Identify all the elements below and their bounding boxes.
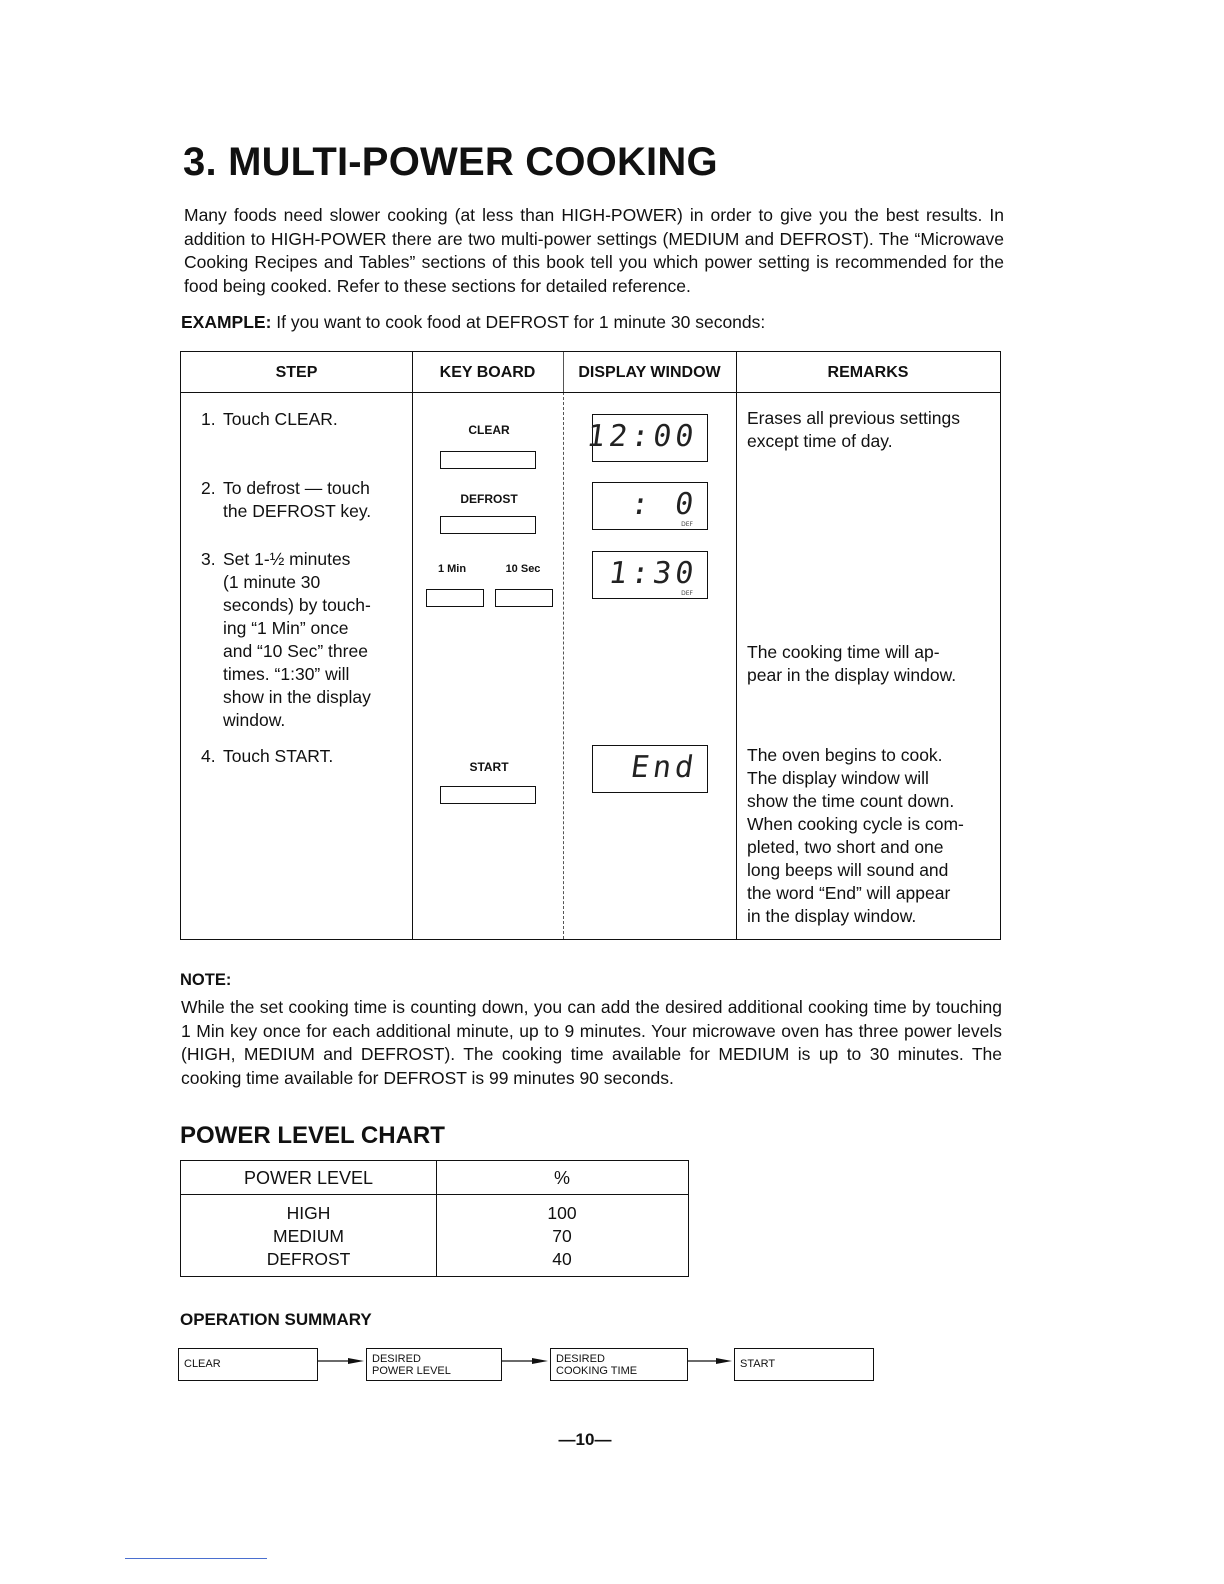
header-step: STEP bbox=[275, 364, 318, 381]
step-line: and “10 Sec” three bbox=[223, 641, 368, 661]
step-number: 3. bbox=[201, 549, 216, 569]
note-title: NOTE: bbox=[180, 971, 232, 989]
step-line: ing “1 Min” once bbox=[223, 618, 349, 638]
step-number: 2. bbox=[201, 478, 216, 498]
display-digits: : 0 bbox=[628, 487, 700, 522]
step-line: seconds) by touch- bbox=[223, 595, 371, 615]
note-body: While the set cooking time is counting down, you can add the desired additional cooking time by touching 1 Min key once for each additional minute, up to 9 minutes. Your microwave oven has three power levels (HIGH, MEDIUM and DEFROST). The cooking time available for MEDIUM is up to 30 minutes. The cooking time available for DEFROST is 99 minutes 90 seconds. bbox=[181, 997, 1002, 1088]
example-line bbox=[181, 312, 765, 333]
display-digits: 12:00 bbox=[584, 419, 700, 454]
start-key-icon bbox=[440, 786, 536, 804]
example-text: If you want to cook food at DEFROST for 1 minute 30 seconds: bbox=[271, 312, 766, 332]
display-window-end bbox=[592, 745, 708, 793]
power-level-cell: DEFROST bbox=[266, 1249, 351, 1269]
defrost-key-icon bbox=[440, 516, 536, 534]
display-window-clock bbox=[584, 414, 708, 462]
step-number: 4. bbox=[201, 746, 216, 766]
column-divider bbox=[412, 352, 413, 939]
step-3 bbox=[201, 548, 411, 732]
power-level-cell: HIGH bbox=[286, 1203, 331, 1223]
power-chart-title: POWER LEVEL CHART bbox=[180, 1122, 445, 1149]
op-step-label: DESIRED bbox=[372, 1353, 421, 1365]
header-remarks: REMARKS bbox=[827, 364, 909, 381]
display-window-defrost bbox=[592, 482, 708, 530]
column-divider bbox=[563, 392, 564, 939]
header-keyboard: KEY BOARD bbox=[439, 364, 536, 381]
remark-2 bbox=[747, 641, 997, 687]
ten-sec-key-label: 10 Sec bbox=[505, 563, 541, 575]
arrow-right-icon bbox=[502, 1356, 550, 1366]
header-divider bbox=[181, 392, 1000, 393]
header-percent: % bbox=[553, 1168, 570, 1188]
one-min-key-label: 1 Min bbox=[437, 563, 467, 575]
display-window-time bbox=[592, 551, 708, 599]
steps-table bbox=[180, 351, 1001, 940]
percent-cell: 70 bbox=[552, 1226, 572, 1246]
clear-key-label: CLEAR bbox=[468, 423, 510, 437]
remark-line: long beeps will sound and bbox=[747, 860, 949, 880]
intro-paragraph: Many foods need slower cooking (at less than HIGH-POWER) in order to give you the best results. In addition to HIGH-POWER there are two multi-power settings (MEDIUM and DEFROST). The “Microwave Cooking Recipes and Tables” sections of this book tell you which power setting is recommended for the food being cooked. Refer to these sections for detailed reference. bbox=[184, 205, 1004, 296]
footer-rule bbox=[125, 1558, 267, 1559]
arrow-right-icon bbox=[688, 1356, 734, 1366]
remark-line: The cooking time will ap- bbox=[747, 642, 940, 662]
step-4 bbox=[201, 745, 411, 768]
remark-line: pleted, two short and one bbox=[747, 837, 944, 857]
start-key-label: START bbox=[469, 760, 509, 774]
header-power-level: POWER LEVEL bbox=[243, 1168, 374, 1188]
op-step-label: POWER LEVEL bbox=[372, 1365, 451, 1377]
step-1 bbox=[201, 408, 411, 431]
operation-summary-title: OPERATION SUMMARY bbox=[180, 1310, 372, 1329]
display-mode-indicator: DEF bbox=[681, 521, 693, 528]
arrow-right-icon bbox=[318, 1356, 366, 1366]
remark-line: except time of day. bbox=[747, 431, 893, 451]
op-step-label: CLEAR bbox=[184, 1358, 221, 1370]
ten-sec-key-icon bbox=[495, 589, 553, 607]
op-step-power-level bbox=[366, 1348, 502, 1381]
op-step-label: DESIRED bbox=[556, 1353, 605, 1365]
remark-line: The oven begins to cook. bbox=[747, 745, 943, 765]
one-min-key-icon bbox=[426, 589, 484, 607]
remark-line: When cooking cycle is com- bbox=[747, 814, 964, 834]
page-number: —10— bbox=[558, 1430, 612, 1449]
remark-3 bbox=[747, 744, 997, 928]
power-level-table bbox=[180, 1160, 689, 1277]
step-line: show in the display bbox=[223, 687, 371, 707]
remark-line: pear in the display window. bbox=[747, 665, 957, 685]
remark-line: in the display window. bbox=[747, 906, 917, 926]
step-2 bbox=[201, 477, 411, 523]
op-step-label: COOKING TIME bbox=[556, 1365, 638, 1377]
percent-cell: 40 bbox=[552, 1249, 572, 1269]
display-digits: 1:30 bbox=[606, 556, 700, 591]
remark-1 bbox=[747, 407, 997, 453]
step-line: To defrost — touch bbox=[223, 478, 370, 498]
display-digits: End bbox=[628, 750, 700, 785]
op-step-start bbox=[734, 1348, 874, 1381]
op-step-clear bbox=[178, 1348, 318, 1381]
example-label: EXAMPLE: bbox=[181, 312, 272, 332]
percent-cell: 100 bbox=[547, 1203, 577, 1223]
remark-line: Erases all previous settings bbox=[747, 408, 961, 428]
step-line: times. “1:30” will bbox=[223, 664, 350, 684]
header-display-window: DISPLAY WINDOW bbox=[578, 364, 721, 381]
defrost-key-label: DEFROST bbox=[460, 492, 518, 506]
op-step-label: START bbox=[740, 1358, 776, 1370]
step-line: Touch START. bbox=[223, 746, 334, 766]
step-line: the DEFROST key. bbox=[223, 501, 372, 521]
step-number: 1. bbox=[201, 409, 216, 429]
step-line: Touch CLEAR. bbox=[223, 409, 338, 429]
step-line: (1 minute 30 bbox=[223, 572, 321, 592]
remark-line: show the time count down. bbox=[747, 791, 955, 811]
op-step-cooking-time bbox=[550, 1348, 688, 1381]
step-line: window. bbox=[223, 710, 286, 730]
clear-key-icon bbox=[440, 451, 536, 469]
display-mode-indicator: DEF bbox=[681, 590, 693, 597]
remark-line: The display window will bbox=[747, 768, 929, 788]
page-title: 3. MULTI-POWER COOKING bbox=[183, 140, 718, 184]
column-divider bbox=[736, 352, 737, 939]
remark-line: the word “End” will appear bbox=[747, 883, 951, 903]
header-divider bbox=[181, 1194, 688, 1195]
step-line: Set 1-½ minutes bbox=[223, 549, 351, 569]
power-level-cell: MEDIUM bbox=[273, 1226, 344, 1246]
